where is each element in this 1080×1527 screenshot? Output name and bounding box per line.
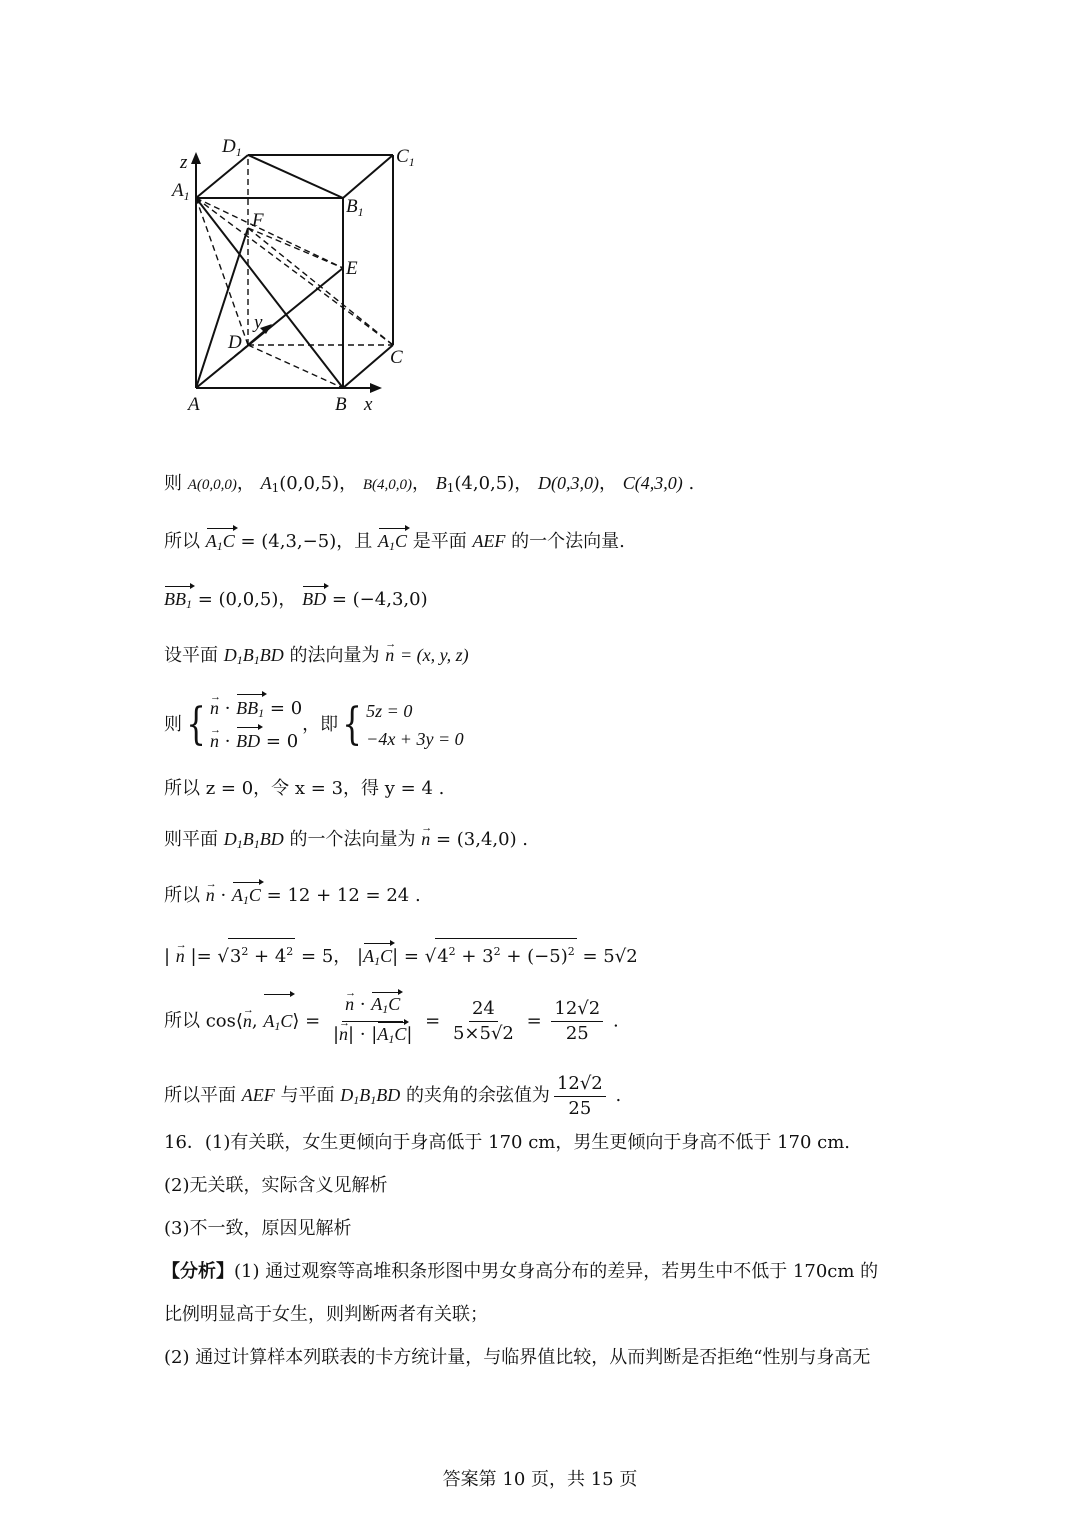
q16-answer-2: (2)无关联，实际含义见解析 xyxy=(164,1175,388,1196)
label-C1: C xyxy=(396,146,409,167)
edge-A1-B xyxy=(196,198,343,388)
label-y: y xyxy=(254,312,263,333)
edge-D1-B1 xyxy=(248,155,343,198)
label-x: x xyxy=(364,394,373,415)
equation-system-line: 则{ → $n \cdot BB_1 = 0$ → n · BD = 0 ，即{ 5z = 0 −4x + 3y = 0 xyxy=(164,694,464,754)
q16-answer-3: (3)不一致，原因见解析 xyxy=(164,1218,352,1239)
coordinates-line: 则 A(0,0,0)， $A_1(0,0,5)$， B(4,0,0)， $B_1(4,0,5)$， D(0,3,0)， C(4,3,0) . xyxy=(164,473,695,495)
page-footer: 答案第 10 页，共 15 页 xyxy=(442,1469,638,1490)
q16-answer-1: 16．(1)有关联，女生更倾向于身高低于 170 cm，男生更倾向于身高不低于 170 cm. xyxy=(164,1132,851,1153)
cosine-line: 所以 cos⟨→ n, $A_1C⟩$ = → $\frac{n \cdot A_1C}{|\to n| \cdot |A_1C|}$ = $\frac{24}{5\times 5√2}$ = $\frac{12√2}{25}$ . xyxy=(164,992,619,1053)
normal-vector-line: 所以 $A_1C = (4,3,-5)$，且 $A_1C$ 是平面 AEF 的一个法向量. xyxy=(164,528,625,559)
svg-text:B1: $B_1$ xyxy=(346,196,364,219)
cuboid-figure xyxy=(160,130,440,420)
svg-text:C1: $C_1$ xyxy=(396,146,415,169)
solve-line: 所以 z = 0，令 x = 3，得 y = 4 . xyxy=(164,778,445,799)
label-E: E xyxy=(346,258,358,279)
svg-text:D1: $D_1$ xyxy=(222,136,242,159)
arrow-z xyxy=(191,152,201,164)
analysis-line-1: 【分析】(1) 通过观察等高堆积条形图中男女身高分布的差异，若男生中不低于 170cm 的 xyxy=(162,1261,879,1282)
set-normal-line: 设平面 $D_1B_1BD$ 的法向量为 → n = (x, y, z) xyxy=(164,642,469,673)
label-B1: B xyxy=(346,196,358,217)
analysis-line-2: 比例明显高于女生，则判断两者有关联； xyxy=(164,1304,488,1325)
magnitude-line: | → n |= $√3^2 + 4^2 = 5$， $|A_1C| = √4^2 + 3^2 + (-5)^2 = 5√2$ xyxy=(164,938,638,974)
dot-product-line: 所以 → $n \cdot A_1C = 12 + 12 = 24$ . xyxy=(164,882,421,913)
hidden-A1-D xyxy=(196,198,248,345)
label-A1: A xyxy=(172,180,184,201)
label-D1: D xyxy=(222,136,236,157)
arrow-x xyxy=(370,383,382,393)
edge-A1-D1 xyxy=(196,155,248,198)
label-D: D xyxy=(228,332,242,353)
edge-A-F xyxy=(196,228,248,388)
analysis-line-3: (2) 通过计算样本列联表的卡方统计量，与临界值比较，从而判断是否拒绝“性别与身高无 xyxy=(164,1347,871,1368)
label-B: B xyxy=(335,394,347,415)
edge-B-C xyxy=(343,345,393,388)
hidden-D-B xyxy=(248,345,343,388)
edge-B1-C1 xyxy=(343,155,393,198)
svg-text:A1: $A_1$ xyxy=(172,180,190,203)
label-C: C xyxy=(390,347,403,368)
hidden-A1-C xyxy=(196,198,393,345)
normal-result-line: 则平面 $D_1B_1BD$ 的一个法向量为 → n = (3,4,0) . xyxy=(164,826,528,857)
label-A: A xyxy=(188,394,200,415)
angle-result-line: 所以平面 AEF 与平面 $D_1B_1BD$ 的夹角的余弦值为 $\frac{12√2}{25}$ . xyxy=(164,1072,622,1119)
label-F: F xyxy=(252,210,264,231)
hidden-A1-E xyxy=(196,198,343,268)
vectors-line: $BB_1 = (0,0,5)$， BD = (−4,3,0) xyxy=(164,586,428,617)
label-z: z xyxy=(180,152,188,173)
